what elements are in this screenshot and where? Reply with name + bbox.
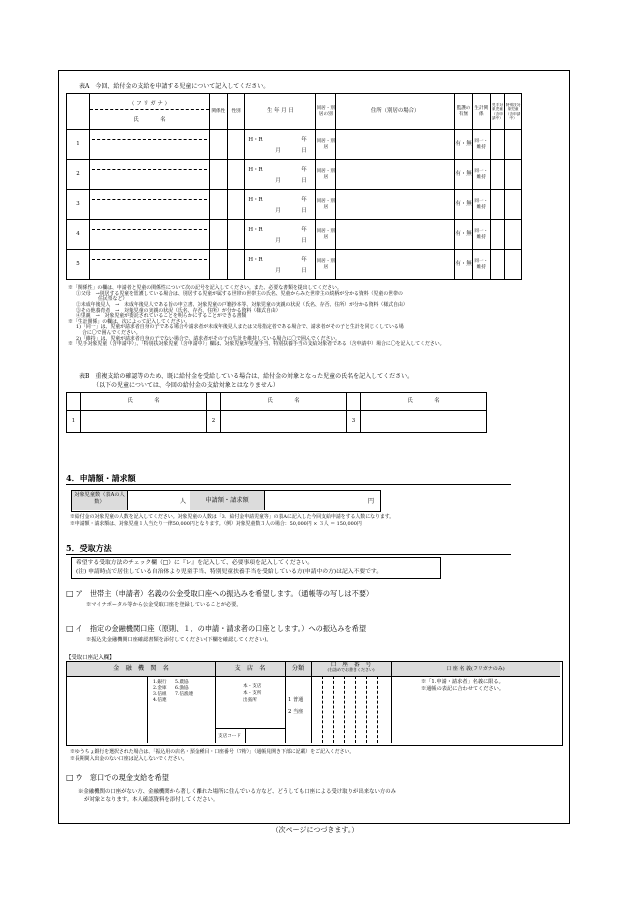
table-row — [67, 411, 487, 433]
type-header: 分類 — [285, 662, 312, 676]
table-a — [66, 93, 522, 280]
table-b-num: 1 — [67, 411, 81, 433]
jidoteate-header: 児手対象児童（含申請中） — [490, 94, 505, 130]
livelihood-header: 生計関係 — [472, 94, 490, 130]
tokubetsu-input[interactable] — [505, 220, 522, 250]
section-4-rule — [66, 484, 511, 485]
table-b-num: 2 — [207, 411, 221, 433]
name-input[interactable] — [89, 250, 209, 280]
number-sub: (右詰めでお書きください) — [327, 667, 375, 673]
cohabit-choice[interactable]: 同居・別居 — [316, 130, 336, 160]
count-label: 対象児童数（表Aの人数） — [72, 491, 128, 510]
table-row — [67, 220, 522, 250]
account-holder-input[interactable] — [391, 676, 560, 743]
birthdate-cell[interactable] — [245, 190, 316, 220]
bank-type-option[interactable]: 4.信連 — [153, 698, 167, 703]
name-input[interactable] — [89, 130, 209, 160]
year-label: 年 — [301, 167, 307, 173]
option-a-checkbox[interactable]: □ — [66, 588, 74, 598]
table-a-notes — [68, 286, 445, 348]
amount-note-2: ※申請額・請求額は、対象児童１人当たり一律50,000円となります。（例）対象児童数３人の場合：50,000円 × ３人 ＝ 150,000円 — [70, 521, 362, 527]
month-label: 月 — [275, 238, 281, 244]
era-label: H・R — [248, 197, 263, 203]
sex-input[interactable] — [227, 190, 245, 220]
option-c-label: ウ 窓口での現金支給を希望 — [75, 773, 169, 782]
note-line: ※「児手対象児童（含申請中）」、「特別扶対象児童（含申請中）」欄は、対象児童が児童手当、特別扶養手当の支給対象者である（含申請中）場合に〇を記入してください。 — [68, 341, 445, 348]
address-input[interactable] — [336, 160, 455, 190]
receipt-instructions — [71, 557, 441, 579]
livelihood-choice[interactable]: 同一・維持 — [472, 130, 490, 160]
year-label: 年 — [301, 257, 307, 263]
jidoteate-input[interactable] — [490, 250, 505, 280]
table-row — [67, 160, 522, 190]
address-input[interactable] — [336, 250, 455, 280]
era-label: H・R — [248, 257, 263, 263]
bank-name-input[interactable] — [67, 676, 148, 743]
note-line: ①父母 →別居する児童を監護している場合は、別居する児童が属する世帯の世帯主の氏名、児童からみた世帯主の続柄が分かる資料（児童の世帯の — [76, 290, 403, 297]
bank-type-option[interactable]: 7.信漁連 — [175, 692, 194, 697]
year-label: 年 — [301, 197, 307, 203]
bank-header: 金 融 機 関 名 — [67, 662, 216, 676]
footer-continued: （次ページにつづきます。） — [271, 826, 359, 834]
bank-type-option[interactable]: 6.漁協 — [175, 686, 189, 691]
section-5-rule — [66, 554, 511, 555]
birthdate-cell[interactable] — [245, 250, 316, 280]
note-line: 2)「維持」は、児童が請求者自身の子でない場合で、請求者がその子の生計を維持している場合に〇で囲んでください。 — [76, 335, 341, 342]
note-line: ※「生計関係」の欄は、次によって記入してください。 — [68, 318, 191, 325]
account-number-input[interactable] — [311, 676, 392, 743]
custody-choice[interactable]: 有・無 — [455, 130, 473, 160]
note-line: 1)「同一」は、児童が請求者自身の子である場合や請求者が未成年後見人または父母指定者である場合で、請求者がその子と生計を同じくしている場 — [76, 324, 404, 331]
era-label: H・R — [248, 227, 263, 233]
custody-header: 監護の有無 — [455, 94, 473, 130]
account-box — [66, 661, 563, 746]
holder-note-1: ※「1.申請・請求者」名義に限る。 — [421, 679, 504, 685]
option-b-label: イ 指定の金融機関口座（原則、１．の申請・請求者の口座とします。）への振込みを希望 — [75, 624, 367, 633]
sex-input[interactable] — [227, 220, 245, 250]
bank-type-option[interactable]: 1.銀行 — [153, 680, 167, 685]
holder-note-2: ※通帳の表記に合わせてください。 — [421, 686, 505, 692]
option-a-note: ※マイナポータル等から公金受取口座を登録していることが必要。 — [86, 602, 242, 608]
relation-input[interactable] — [209, 190, 227, 220]
day-label: 日 — [301, 208, 307, 214]
relation-input[interactable] — [209, 130, 227, 160]
address-header: 住所（別居の場合） — [336, 94, 455, 130]
row-number: 4 — [67, 220, 90, 250]
row-number: 5 — [67, 250, 90, 280]
bank-type-option[interactable]: 3.信組 — [153, 692, 167, 697]
custody-choice[interactable]: 有・無 — [455, 220, 473, 250]
table-b-name-header: 氏 名 — [221, 393, 347, 411]
cohabit-header: 同居・別居の別 — [316, 94, 336, 130]
birthdate-cell[interactable] — [245, 220, 316, 250]
branch-type-option[interactable]: 本・支店 — [243, 684, 262, 689]
note-line: ③その他養育者 → 対象児童の実親の状況（氏名、存否、住所）が分かる資料（様式自由） — [76, 307, 281, 314]
year-label: 年 — [301, 227, 307, 233]
name-header-cell — [89, 94, 209, 130]
address-input[interactable] — [336, 190, 455, 220]
month-label: 月 — [275, 268, 281, 274]
birthdate-header: 生 年 月 日 — [245, 94, 316, 130]
sex-input[interactable] — [227, 130, 245, 160]
table-b-name-input[interactable] — [361, 411, 487, 433]
instruction-2: (注) 申請時点で居住している自治体より児童手当、特別児童扶養手当を受給している方(申請中の方)は記入不要です。 — [76, 569, 383, 575]
table-row — [67, 250, 522, 280]
section-4-title: 4．申請額・請求額 — [66, 473, 136, 483]
address-input[interactable] — [336, 130, 455, 160]
option-c[interactable] — [66, 773, 169, 783]
table-row — [67, 130, 522, 160]
name-input[interactable] — [89, 220, 209, 250]
amount-box — [71, 490, 381, 512]
day-label: 日 — [301, 268, 307, 274]
account-type-option[interactable]: 2 当座 — [288, 709, 304, 715]
row-number: 3 — [67, 190, 90, 220]
table-b-name-input[interactable] — [221, 411, 347, 433]
sex-input[interactable] — [227, 250, 245, 280]
account-note-2: ※長期間入出金のない口座は記入しないでください。 — [70, 756, 188, 762]
note-line: 合に〇で囲んでください。 — [82, 330, 141, 337]
count-input[interactable] — [128, 491, 191, 510]
tokubetsu-input[interactable] — [505, 160, 522, 190]
option-a-label: ア 世帯主（申請者）名義の公金受取口座への振込みを希望します。（通帳等の写しは不要） — [75, 589, 374, 598]
option-c-note-2: が対象となります。本人確認資料を添付してください。 — [84, 797, 219, 803]
month-label: 月 — [275, 148, 281, 154]
note-line: ※「関係性」の欄は、申請者と児童の関係性について次の記号を記入してください。また、必要な書類を提出してください。 — [68, 285, 342, 291]
relation-input[interactable] — [209, 160, 227, 190]
branch-type-option[interactable]: 出張所 — [243, 698, 257, 703]
branch-header: 支 店 名 — [215, 662, 286, 676]
relation-input[interactable] — [209, 220, 227, 250]
livelihood-choice[interactable]: 同一・維持 — [472, 250, 490, 280]
account-type-option[interactable]: 1 普通 — [288, 697, 304, 703]
era-label: H・R — [248, 167, 263, 173]
livelihood-choice[interactable]: 同一・維持 — [472, 160, 490, 190]
amount-label: 申請額・請求額 — [190, 491, 265, 510]
name-input[interactable] — [89, 190, 209, 220]
row-number: 2 — [67, 160, 90, 190]
bank-type-option[interactable]: 5.農協 — [175, 680, 189, 685]
tokubetsu-input[interactable] — [505, 130, 522, 160]
option-b[interactable] — [66, 624, 366, 634]
note-line: ④里親 → 対象児童が委託されていることを明らかにすることができる書類 — [76, 313, 247, 320]
era-label: H・R — [248, 137, 263, 143]
tokubetsu-input[interactable] — [505, 250, 522, 280]
cohabit-choice[interactable]: 同居・別居 — [316, 250, 336, 280]
day-label: 日 — [301, 238, 307, 244]
branch-type-option[interactable]: 本・支所 — [243, 691, 262, 696]
option-b-checkbox[interactable]: □ — [66, 623, 74, 633]
birthdate-cell[interactable] — [245, 130, 316, 160]
number-header-cell — [311, 662, 392, 676]
table-b-name-input[interactable] — [81, 411, 207, 433]
table-row — [67, 190, 522, 220]
option-a[interactable] — [66, 589, 373, 599]
table-a-caption: 表A 今回、給付金の支給を申請する児童について記入してください。 — [79, 83, 270, 90]
address-input[interactable] — [336, 220, 455, 250]
table-b-caption-2: （以下の児童については、今回の給付金の支給対象とはなりません） — [93, 382, 279, 389]
month-label: 月 — [275, 208, 281, 214]
row-number: 1 — [67, 130, 90, 160]
birthdate-cell[interactable] — [245, 160, 316, 190]
jidoteate-input[interactable] — [490, 220, 505, 250]
relation-header: 関係性 — [209, 94, 227, 130]
number-header: 口 座 番 号 — [330, 662, 372, 668]
count-unit: 人 — [179, 498, 186, 505]
custody-choice[interactable]: 有・無 — [455, 190, 473, 220]
account-title: 【受取口座記入欄】 — [66, 655, 115, 661]
amount-unit: 円 — [367, 498, 374, 505]
branch-cell[interactable] — [215, 676, 286, 743]
note-line: 住民票など） — [98, 296, 128, 303]
table-b-name-header: 氏 名 — [361, 393, 487, 411]
custody-choice[interactable]: 有・無 — [455, 250, 473, 280]
branch-code-label: 支店コード — [218, 734, 241, 739]
month-label: 月 — [275, 178, 281, 184]
cohabit-choice[interactable]: 同居・別居 — [316, 190, 336, 220]
instruction-1: 希望する受取方法のチェック欄（□）に『レ』を記入して、必要事項を記入してください。 — [76, 560, 314, 566]
sex-header: 性別 — [227, 94, 245, 130]
option-c-checkbox[interactable]: □ — [66, 772, 74, 782]
furigana-header: （ フ リ ガ ナ ） — [90, 100, 209, 109]
account-type-cell[interactable] — [285, 676, 312, 743]
sex-input[interactable] — [227, 160, 245, 190]
tokubetsu-input[interactable] — [505, 190, 522, 220]
relation-input[interactable] — [209, 250, 227, 280]
section-5-title: 5．受取方法 — [66, 543, 112, 553]
jidoteate-input[interactable] — [490, 190, 505, 220]
tokubetsu-header: 特別扶対象児童（含申請中） — [505, 94, 522, 130]
account-note-1: ※ゆうちょ銀行を選択された場合は、「振込用の店名・預金種目・口座番号（7桁）」（通帳見開き下部に記載）をご記入ください。 — [70, 749, 355, 755]
table-b — [66, 392, 487, 433]
table-b-num: 3 — [347, 411, 361, 433]
year-label: 年 — [301, 137, 307, 143]
table-b-caption: 表B 重複支給の確認等のため、既に給付金を受給している場合は、給付金の対象となった児童の氏名を記入してください。 — [79, 373, 414, 380]
bank-type-options[interactable] — [147, 676, 216, 743]
table-b-name-header: 氏 名 — [81, 393, 207, 411]
jidoteate-input[interactable] — [490, 130, 505, 160]
day-label: 日 — [301, 178, 307, 184]
note-line: ②未成年後見人 → 未成年後見人である旨の申立書、対象児童の戸籍抄本等、対象児童の実親の状況（氏名、存否、住所）が分かる資料（様式自由） — [76, 301, 408, 308]
name-header: 氏 名 — [133, 116, 166, 123]
cohabit-choice[interactable]: 同居・別居 — [316, 220, 336, 250]
holder-header: 口 座 名 義(フリガナのみ) — [446, 666, 505, 672]
bank-type-option[interactable]: 2.金庫 — [153, 686, 167, 691]
day-label: 日 — [301, 148, 307, 154]
amount-input[interactable] — [264, 491, 378, 510]
jidoteate-input[interactable] — [490, 160, 505, 190]
livelihood-choice[interactable]: 同一・維持 — [472, 220, 490, 250]
option-b-note: ※振込先金融機関口座確認書類を添付してください(下欄を確認してください)。 — [86, 637, 272, 643]
amount-note-1: ※給付金の対象児童の人数を記入してください。対象児童の人数は「3．給付金申請児童等」の表Aに記入した今回支給申請をする人数になります。 — [70, 514, 395, 520]
custody-choice[interactable]: 有・無 — [455, 160, 473, 190]
cohabit-choice[interactable]: 同居・別居 — [316, 160, 336, 190]
option-c-note-1: ※金融機関の口座がない方、金融機関から著しく離れた場所に住んでいる方など、どうしても口座による受け取りが出来ない方のみ — [78, 789, 397, 795]
name-input[interactable] — [89, 160, 209, 190]
livelihood-choice[interactable]: 同一・維持 — [472, 190, 490, 220]
